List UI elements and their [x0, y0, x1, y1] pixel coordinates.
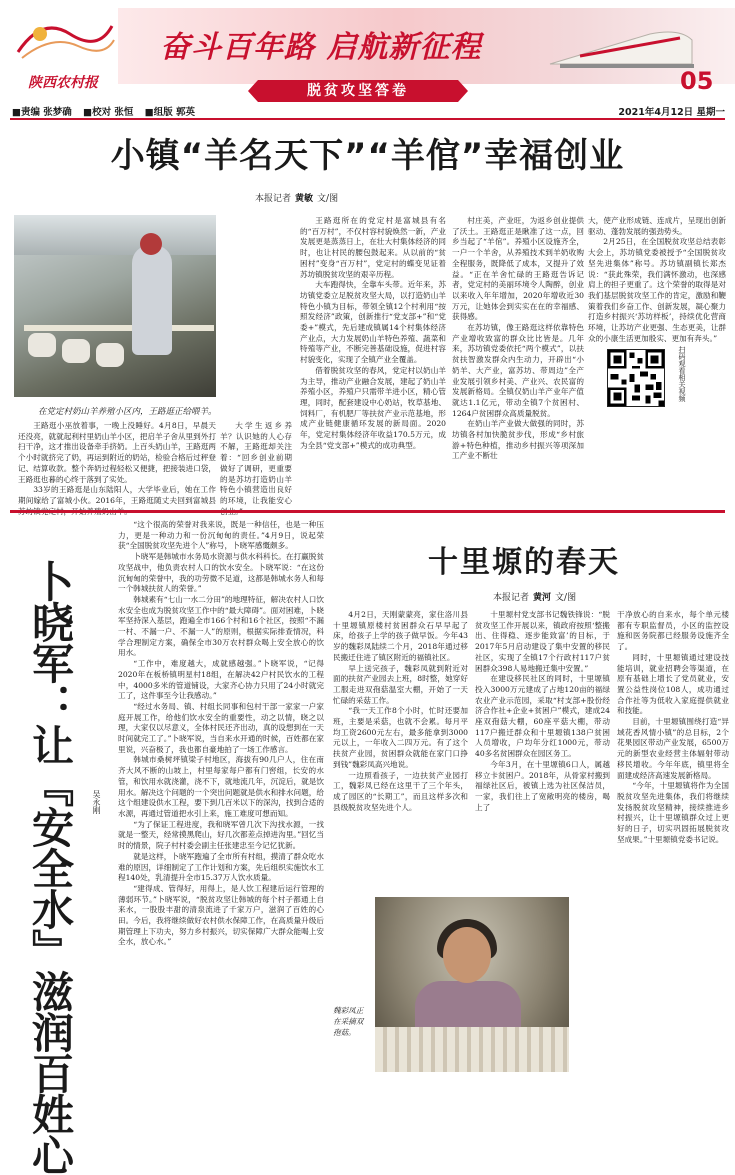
logo-art-icon	[12, 12, 117, 68]
page-number: 05	[680, 67, 714, 95]
article2-author: 吴永刚	[92, 790, 101, 814]
newspaper-logo: 陕西农村报	[28, 75, 98, 91]
article3-byline: 本报记者 黄河 文/图	[493, 593, 577, 603]
article1-byline: 本报记者 黄敏 文/图	[255, 194, 339, 204]
article3-col1: 4月2日，天刚蒙蒙亮，家住洛川县十里塬镇原楼村贫困群众石早早起了床，给孩子上学的孩子做早饭。今年43岁的魏彩凤陆续二个月，2018年通过移民搬迁住进了镇区附近的福镇社区。 早上送完孩子，魏彩凤就到附近对面的扶贫产业园去上班，8时整，她穿好工服走进双孢菇温室大棚，开始了一天忙碌的采菇工作。 “我一天工作8个小时，忙时还要加班，主要是采菇，也就不会累。每月平均工资2600元左右，最多能拿到3000元以上，一年收入二四万元。有了这个扶贫产业园，贫困群众就能在家门口挣到钱”魏彩凤高兴地说。 一边照看孩子，一边扶贫产业园打工，魏彩凤已经在这里干了三个年头，成了园区的“长期工”，而且这样多次和县级脱贫攻坚先进个人。	[333, 610, 468, 812]
credit-layout: ■组版 郭英	[144, 107, 196, 118]
article3-photo	[375, 897, 569, 1072]
credit-editor: ■责编 张梦确	[12, 107, 72, 118]
article1-col3: 村庄美，产业旺，为返乡创业提供了沃土。王路逛正是瞅准了这一点，回乡当起了“羊倌”。养殖小区设施齐全，一户一个羊舍，从养殖技术到羊奶收购全程服务，既降低了成本，又提升了效益。“正在羊舍忙碌的王路逛告诉记者，党定村的美丽环境令人陶醉，创业以来收入年年增加，2020年增收近30万元，让她体会到实实在在的幸福感、获得感。 在苏坊镇，像王路逛这样依靠特色产业增收致富的群众比比皆是。几年来，苏坊镇党委依托“两个模式”，以扶贫扶智激发群众内生动力，开辟出“小奶羊、大产业，富苏坊、带周边”全产业发展引领乡村美、产业兴、农民富的发展新格局。全镇仅奶山羊产业年产值就达1.1亿元，带动全镇7个贫困村、1264户贫困群众高质量脱贫。 在奶山羊产业做大做强的同时，苏坊镇各村加快脆贫步伐，形成“乡村旅游+特色种植，推动乡村振兴等项深加工产业不断壮	[452, 216, 584, 461]
article1-col1-cont: 大学生返乡养羊？认识她的人心存不解，王路逛却关注着：“回乡创业前期做好了调研，更重要的是苏坊打造奶山羊特色小镇营造出良好的环境，让我能安心	[220, 421, 292, 505]
header-slogan: 奋斗百年路 启航新征程	[160, 30, 482, 65]
section-divider	[10, 510, 725, 513]
article1-col4: 大，使产业形成链、连成片，呈现出创新驱动、蓬勃发展的强劲势头。 2月25日，在全国脱贫攻坚总结表彰大会上，苏坊镇党委被授予“全国脱贫攻坚先进集体”称号。苏坊镇副镇长郑杰说：“获此殊荣，我们满怀激动，也深感肩上的担子更重了。这个荣誉的取得是对我们基层脱贫攻坚工作的肯定，激励和鞭策着我们乡奋工作、创新发展，凝心聚力打造乡村振兴‘苏坊样板’，持续优化营商环境，让苏坊产业更强、生态更美，让群众的小康生活更加殷实、更加有奔头。”	[588, 216, 726, 343]
train-icon	[540, 14, 700, 80]
header-rule	[10, 118, 725, 120]
editor-credits	[12, 104, 203, 118]
section-title: 脱贫攻坚答卷	[258, 80, 458, 102]
issue-date: 2021年4月12日 星期一	[618, 107, 725, 118]
article1-title: 小镇“羊名天下”“羊倌”幸福创业	[110, 136, 625, 176]
qr-caption: 扫码观看相关视频	[678, 346, 686, 402]
masthead	[0, 0, 735, 118]
article3-col2: 十里塬村党支部书记魏铁锋说：“脱贫攻坚工作开展以来，镇政府按照‘整搬出、住得稳、逐步能致富’的目标，于2017年5月启动建设了集中安置的移民社区，实现了全镇17个行政村117户贫困群众398人易地搬迁集中安置。” 在建设移民社区的同时，十里塬镇投入3000万元建成了占地120亩的福绿农业产业示范园，采取“村支部+股份经济合作社+企业+贫困户”模式，建成24座双孢菇大棚，60座平菇大棚，带动117户搬迁群众和十里塬镇138户贫困人员增收，户均年分红1000元，带动40多名贫困群众在园区务工。 今年3月，在十里塬镇6口人，属越移立卡贫困户。2018年，从骨家村搬到福绿社区后，被镇上选为社区保洁员，一家，我们往上了宽敞明亮的楼房，喝上了	[475, 610, 610, 812]
article1-photo-caption: 在党定村奶山羊养殖小区内，王路逛正给喂羊。	[38, 407, 217, 417]
credit-proofreader: ■校对 张恒	[83, 107, 134, 118]
article3-photo-caption: 魏彩凤正在采摘双孢菇。	[333, 1006, 364, 1037]
article1-col1: 王路逛小巫放着事，一晚上没睡好。4月8日，早晨天还没亮，就就起利村里奶山羊小区，把启羊子舍从里到外打扫干净，这才推出设备牵手挤奶。上百头奶山羊，王路逛两个小时就挤完了奶，再运到附近的奶站，检验合格后过秤登记、结算收款。整个奔奶过程轻松又便捷，把接装进口袋，王路逛也暮的心终于落到了实处。 33岁的王路逛是山东陆阳人，大学毕业后，她在工作期间嫁给了富城小伙。2016年，王路逛随丈夫回到富城县	[18, 421, 216, 505]
article3-title: 十里塬的春天	[428, 545, 620, 580]
article2-title: 卜晓军：让『安全水』滋润百姓心	[26, 560, 75, 1175]
article2-body: “这个很高的荣誉对我来说，既是一种信任，也是一种压力，更是一种动力和一份沉甸甸的责任。”4月9日，说起荣获“全国脱贫攻坚先进个人”称号，卜晓军感慨颇多。 卜晓军是韩城市水务局水资源与供水科科长。在打赢脱贫攻坚战中，他负责农村人口的饮水安全。卜晓军说：“在这份沉甸甸的荣誉中，我的功劳微不足道，这都是韩城水务人和每一个韩城扶贫人的荣誉。” 韩城素有“七山一水二分田”的地理特征，解决农村人口饮水安全也成为脱贫攻坚工作中的“最大障碍”。面对困难，卜晓军坚持深入基层，跑遍全市166个村和16个社区，按照“不漏一村、不漏一户、不漏一人”的原则，根据实际排查情况，科学合理制定方案，确保全市30万农村群众喝上安全放心的饮用水。 “工作中，难度越大，成就感越强。”卜晓军说，“记得2020年在板桥镇明星村18组，在解决42户村民饮水的工程中，4000多米的管道铺设，大家齐心协力只用了24小时就完工了，这件事至今让我感动。” “经过水务局、镇、村组长同事和包村干部一家家一户家庭开展工作，给他们饮水安全的重要性，动之以情，晓之以理，大家仅以尽意义，全体村民还齐出动，真的设想到在一天时间就完工了。”卜晓军说，当自来水开通的时候，百姓都在家里说，兴奋极了，我也都自豪地拍了一场工作感言。 韩城市桑树坪镇梁子村地区，海拔有90几户人，住在南齐大风不断的山坡上，村里每家每户都有门窖组，长安的水管，和饮用水就浇灌，浇不下，就地流几年，沉淀后，就是饮用水。解决这个问题的一个突出问题就是供水和排水问题，给这个组建设供水工程，要下到几百米以下的深沟，找到合适的水源，再通过管道把水引上来，施工难度可想而知。 “为了保证工程进度，我和晓军曾几次下沟找水源，一找就是一整天，经常摸黑爬山，好几次都差点掉进沟里。”回忆当时的情景，院子村村委会副主任张建忠至今记忆犹新。 就是这样，卜晓军跑遍了全市所有村组，摸清了群众吃水难的原因，详细制定了工作计划和方案，先后组织实施饮水工程140处，乳清提升全市15.37万人饮水质量。 “建得成、管得好，用得上，是人饮工程建后运行管理的薄弱环节。”卜晓军说，“脱贫攻坚让韩城的每个村子都通上自来水，一股股丰甜的清泉流进了千家万户，滋润了百姓的心田。今后，我将继续做好农村供水保障工作，在高质量升级后期管理上下功夫，努力乡村振兴，切实保障广大群众能喝上安全水，放心水。”	[118, 520, 324, 947]
qr-code-icon[interactable]	[607, 349, 665, 407]
article3-col3: 干净放心的自来水，每个单元楼都有专职监督员，小区的监控设施和医务院都已经服务设施齐全了。 同时，十里塬镇通过建设技能培训，就业招聘会等渠道，在原有基础上增长了党员就业，安置公益性岗位108人，成功通过合作社等为低收入家庭提供就业和技能。 目前，十里塬镇围绕打造“异域花香风情小镇”的总目标，2个花果园区带动产业发展，6500万元的新型农业经营主体辐射带动移民增收。今年年底，镇里将全面建成经济高速发展新格局。 “今年，十里塬镇将作为全国脱贫攻坚先进集体，我们将继续发扬脱贫攻坚精神，接续推进乡村振兴，让十里塬镇群众过上更好的日子，切实巩固拓展脱贫攻坚成果。”十里塬镇党委书记说。	[617, 610, 729, 844]
article1-photo	[14, 215, 216, 397]
article1-col2: 王路逛所在的党定村是富城县有名的“百万村”，不仅村容村貌焕然一新，产业发展更是蒸蒸日上，在壮大村集体经济的同时，也让村民的腰包鼓起来。从以前的“贫困村”变身“百万村”，党定村的蝶变见证着苏坊镇脱贫攻坚的艰辛历程。 大车跑得快，全靠车头带。近年来，苏坊镇党委立足脱贫攻坚大局，以打造奶山羊特色小镇为目标，带领全镇12个村利用“按照发经济”政策，创新推行“党支部+”和“党委+”模式，先后建成镇属14个村集体经济产业点，大力发展奶山羊特色养殖、蔬菜和特殖等产业，不断完善基础设施，促进村容村貌变化，实现了全镇产业全覆盖。 借着脱贫攻坚的春风，党定村以奶山羊为主导，推动产业融合发展，建起了奶山羊养殖小区，养殖户只需带羊进小区，精心管理，同时，配套建设中心奶站，牧草基地、饲料厂，有机肥厂等扶贫产业示范基地，形成产业链健康循环发展的新局面。2020年，党定村集体经济年收益170.5万元，成为全县“党支部+”模式的成功典型。	[300, 216, 446, 450]
